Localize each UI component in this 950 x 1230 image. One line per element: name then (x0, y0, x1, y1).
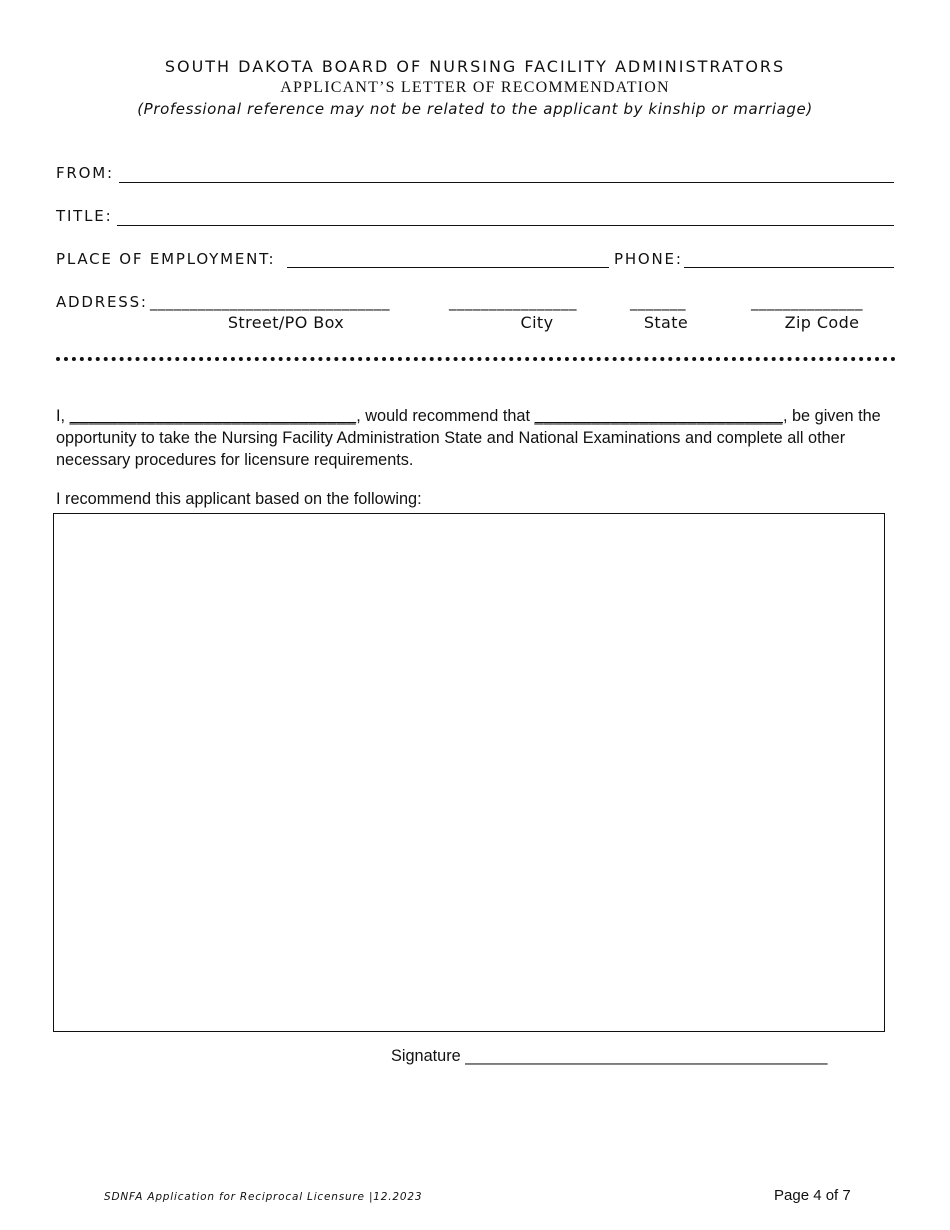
employment-label: PLACE OF EMPLOYMENT: (56, 250, 276, 268)
phone-label: PHONE: (614, 250, 683, 268)
title-label: TITLE: (56, 207, 113, 225)
footer-document-id: SDNFA Application for Reciprocal Licensure |12.2023 (104, 1191, 423, 1203)
page-number: Page 4 of 7 (774, 1187, 851, 1204)
form-title: APPLICANT’S LETTER OF RECOMMENDATION (280, 79, 670, 96)
referee-name-field[interactable]: ______________________________ (69, 407, 357, 425)
from-label: FROM: (56, 164, 114, 182)
applicant-name-field[interactable]: __________________________ (534, 407, 783, 425)
from-field[interactable] (119, 182, 894, 183)
state-caption: State (643, 313, 689, 332)
recommendation-statement (56, 405, 916, 471)
address-state-field[interactable]: _______ (630, 293, 686, 311)
phone-field[interactable] (684, 267, 894, 268)
signature-label: Signature (391, 1047, 466, 1065)
recommendation-text-box[interactable] (53, 513, 885, 1032)
title-field[interactable] (117, 225, 894, 226)
city-caption: City (520, 313, 554, 332)
address-zip-field[interactable]: ______________ (751, 293, 863, 311)
street-caption: Street/PO Box (227, 313, 345, 332)
zip-caption: Zip Code (784, 313, 860, 332)
recommendation-label: I recommend this applicant based on the following: (56, 490, 422, 508)
statement-prefix: I, (56, 407, 70, 425)
employment-field[interactable] (287, 267, 609, 268)
section-divider (56, 357, 896, 361)
address-label: ADDRESS: (56, 293, 148, 311)
statement-middle: , would recommend that (356, 407, 535, 425)
statement-suffix: , be given the opportunity to take the Nursing Facility Administration State and National Examinations and complete all other necessary procedures for licensure requirements. (56, 407, 881, 469)
signature-line (391, 1047, 827, 1066)
address-street-field[interactable]: ______________________________ (150, 293, 390, 311)
address-city-field[interactable]: ________________ (449, 293, 577, 311)
form-instruction: (Professional reference may not be related to the applicant by kinship or marriage) (137, 100, 813, 118)
signature-field[interactable]: ________________________________________ (465, 1047, 828, 1065)
board-name-heading: SOUTH DAKOTA BOARD OF NURSING FACILITY ADMINISTRATORS (164, 57, 786, 76)
